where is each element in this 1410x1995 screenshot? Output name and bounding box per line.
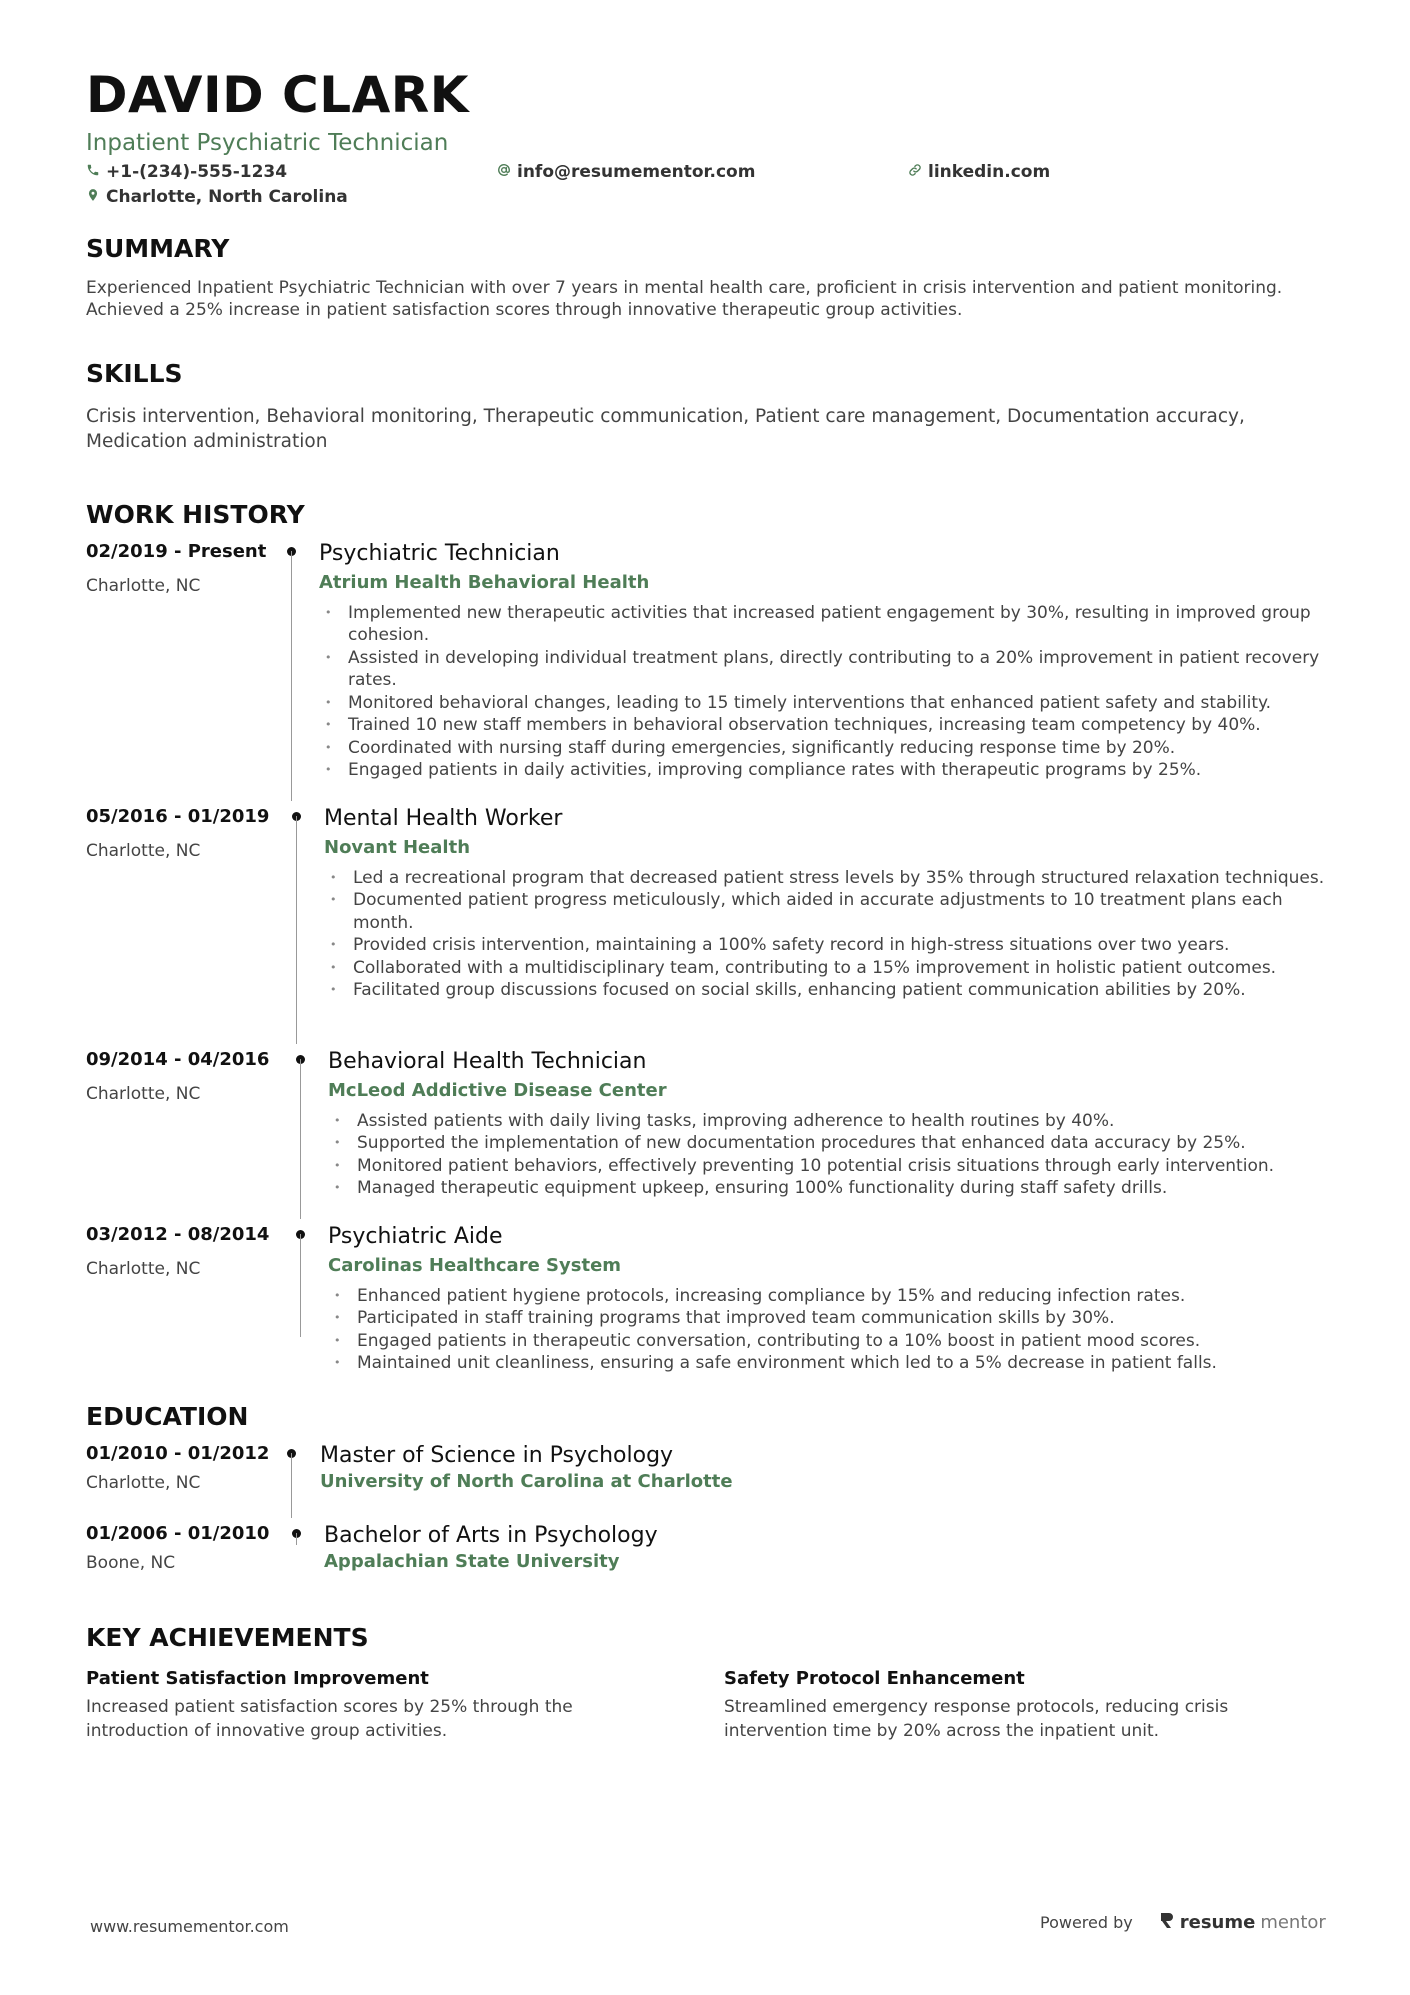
job-dates: 02/2019 - Present <box>86 540 267 562</box>
job-company: Novant Health <box>324 836 471 858</box>
job-dates: 05/2016 - 01/2019 <box>86 805 270 827</box>
work-history-section <box>86 499 1326 1404</box>
location-pin-icon <box>86 187 100 207</box>
job-location: Charlotte, NC <box>86 1258 201 1279</box>
timeline-line <box>296 1533 297 1545</box>
timeline-line <box>291 1453 292 1518</box>
achievement-title: Patient Satisfaction Improvement <box>86 1667 429 1689</box>
job-bullet: • Facilitated group discussions focused on social skills, enhancing patient communication abilities by 20%. <box>324 979 1326 1002</box>
location-item <box>86 187 348 207</box>
brand-logo[interactable] <box>1159 1911 1326 1934</box>
skills-section <box>86 358 1326 454</box>
timeline-line <box>300 1234 301 1337</box>
phone-item <box>86 162 287 182</box>
job-bullet: • Participated in staff training programs that improved team communication skills by 30%. <box>328 1307 1326 1330</box>
email-item <box>497 162 755 182</box>
job-location: Charlotte, NC <box>86 840 201 861</box>
job-bullet: • Led a recreational program that decreased patient stress levels by 35% through structured relaxation techniques. <box>324 867 1326 890</box>
skills-heading: SKILLS <box>86 358 183 388</box>
job-dates: 03/2012 - 08/2014 <box>86 1223 270 1245</box>
timeline-line <box>291 551 292 801</box>
contact-info <box>86 162 1326 214</box>
linkedin-text[interactable]: linkedin.com <box>928 161 1051 182</box>
job-bullet: • Managed therapeutic equipment upkeep, ensuring 100% functionality during staff safety drills. <box>328 1177 1326 1200</box>
job-bullet: • Coordinated with nursing staff during emergencies, significantly reducing response time by 20%. <box>319 737 1326 760</box>
education-dates: 01/2010 - 01/2012 <box>86 1442 270 1464</box>
education-timeline <box>86 1443 1326 1603</box>
job-role: Psychiatric Aide <box>328 1223 503 1249</box>
job-bullets <box>328 1285 1326 1375</box>
job-bullet: • Assisted in developing individual treatment plans, directly contributing to a 20% improvement in patient recovery rates. <box>319 647 1326 692</box>
link-icon <box>908 162 922 182</box>
job-bullet: • Monitored patient behaviors, effectively preventing 10 potential crisis situations through early intervention. <box>328 1155 1326 1178</box>
job-entry <box>86 1049 1326 1224</box>
job-company: Carolinas Healthcare System <box>328 1254 622 1276</box>
footer-website[interactable]: www.resumementor.com <box>90 1917 289 1936</box>
education-school: University of North Carolina at Charlotte <box>320 1470 733 1492</box>
job-role: Mental Health Worker <box>324 805 563 831</box>
summary-section <box>86 233 1326 321</box>
footer-branding <box>1040 1911 1326 1934</box>
job-location: Charlotte, NC <box>86 575 201 596</box>
brand-logo-icon <box>1159 1911 1175 1934</box>
phone-text: +1-(234)-555-1234 <box>106 161 288 182</box>
job-bullet: • Provided crisis intervention, maintaining a 100% safety record in high-stress situations over two years. <box>324 934 1326 957</box>
job-location: Charlotte, NC <box>86 1083 201 1104</box>
job-bullets <box>319 602 1326 782</box>
candidate-name: DAVID CLARK <box>86 66 470 124</box>
education-entry <box>86 1523 1326 1603</box>
education-section <box>86 1401 1326 1603</box>
resume-page <box>86 66 1326 1743</box>
powered-by-text: Powered by <box>1040 1913 1133 1932</box>
job-bullet: • Engaged patients in daily activities, improving compliance rates with therapeutic programs by 25%. <box>319 759 1326 782</box>
job-bullet: • Implemented new therapeutic activities that increased patient engagement by 30%, resulting in improved group cohesion. <box>319 602 1326 647</box>
education-heading: EDUCATION <box>86 1401 249 1431</box>
job-bullet: • Supported the implementation of new documentation procedures that enhanced data accuracy by 25%. <box>328 1132 1326 1155</box>
job-entry <box>86 1224 1326 1404</box>
timeline-line <box>300 1059 301 1219</box>
job-entry <box>86 806 1326 1049</box>
education-location: Charlotte, NC <box>86 1472 201 1493</box>
job-company: McLeod Addictive Disease Center <box>328 1079 667 1101</box>
education-degree: Master of Science in Psychology <box>320 1442 674 1468</box>
job-title: Inpatient Psychiatric Technician <box>86 130 449 156</box>
education-degree: Bachelor of Arts in Psychology <box>324 1522 658 1548</box>
education-school: Appalachian State University <box>324 1550 620 1572</box>
job-role: Behavioral Health Technician <box>328 1048 647 1074</box>
achievements-section <box>86 1622 1326 1743</box>
achievements-grid <box>86 1668 1326 1743</box>
job-role: Psychiatric Technician <box>319 540 560 566</box>
achievement-desc: Increased patient satisfaction scores by 25% through the introduction of innovative group activities. <box>86 1696 573 1741</box>
job-bullet: • Engaged patients in therapeutic conversation, contributing to a 10% boost in patient mood scores. <box>328 1330 1326 1353</box>
timeline-line <box>296 816 297 1044</box>
work-timeline <box>86 541 1326 1404</box>
brand-name-part2: mentor <box>1260 1912 1326 1933</box>
education-location: Boone, NC <box>86 1552 176 1573</box>
brand-name-part1: resume <box>1179 1912 1256 1933</box>
at-icon <box>497 162 511 182</box>
job-dates: 09/2014 - 04/2016 <box>86 1048 270 1070</box>
achievements-heading: KEY ACHIEVEMENTS <box>86 1622 369 1652</box>
summary-heading: SUMMARY <box>86 233 230 263</box>
job-bullet: • Enhanced patient hygiene protocols, increasing compliance by 15% and reducing infection rates. <box>328 1285 1326 1308</box>
job-company: Atrium Health Behavioral Health <box>319 571 650 593</box>
location-text: Charlotte, North Carolina <box>106 186 348 207</box>
skills-text: Crisis intervention, Behavioral monitoring, Therapeutic communication, Patient care management, Documentation accuracy, Medication administration <box>86 405 1245 452</box>
achievement-item <box>724 1668 1314 1743</box>
education-entry <box>86 1443 1326 1523</box>
job-bullet: • Collaborated with a multidisciplinary team, contributing to a 15% improvement in holistic patient outcomes. <box>324 957 1326 980</box>
job-bullet: • Monitored behavioral changes, leading to 15 timely interventions that enhanced patient safety and stability. <box>319 692 1326 715</box>
job-bullets <box>328 1110 1326 1200</box>
education-dates: 01/2006 - 01/2010 <box>86 1522 270 1544</box>
summary-text: Experienced Inpatient Psychiatric Technician with over 7 years in mental health care, proficient in crisis intervention and patient monitoring. Achieved a 25% increase in patient satisfaction scores through innovative therapeutic group activities. <box>86 277 1283 320</box>
job-bullet: • Assisted patients with daily living tasks, improving adherence to health routines by 40%. <box>328 1110 1326 1133</box>
achievement-desc: Streamlined emergency response protocols, reducing crisis intervention time by 20% across the inpatient unit. <box>724 1696 1229 1741</box>
job-bullets <box>324 867 1326 1002</box>
job-bullet: • Trained 10 new staff members in behavioral observation techniques, increasing team competency by 40%. <box>319 714 1326 737</box>
phone-icon <box>86 162 100 182</box>
job-bullet: • Maintained unit cleanliness, ensuring a safe environment which led to a 5% decrease in patient falls. <box>328 1352 1326 1375</box>
job-bullet: • Documented patient progress meticulously, which aided in accurate adjustments to 10 treatment plans each month. <box>324 889 1326 934</box>
work-history-heading: WORK HISTORY <box>86 499 305 529</box>
achievement-title: Safety Protocol Enhancement <box>724 1667 1025 1689</box>
linkedin-item <box>908 162 1050 182</box>
email-text[interactable]: info@resumementor.com <box>517 161 756 182</box>
achievement-item <box>86 1668 676 1743</box>
job-entry <box>86 541 1326 806</box>
